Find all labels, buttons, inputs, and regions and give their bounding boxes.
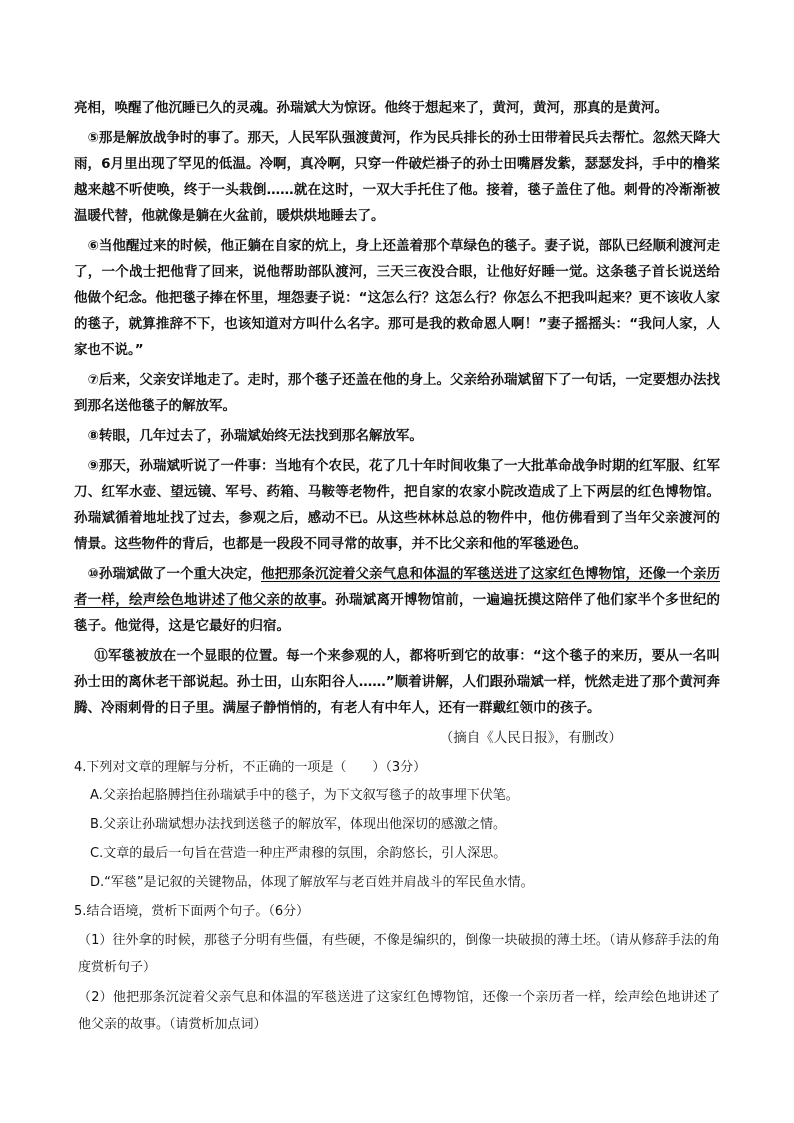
document-page <box>74 95 720 1041</box>
passage-paragraph-7: ⑦后来，父亲安详地走了。走时，那个毯子还盖在他的身上。父亲给孙瑞斌留下了一句话，一定要想办法找到那名送他毯子的解放军。 <box>74 372 720 414</box>
question-5-sentence-1: （1）往外拿的时候，那毯子分明有些僵，有些硬，不像是编织的，倒像一块破损的薄土坯。（请从修辞手法的角度赏析句子） <box>78 933 720 975</box>
paragraph-10-rest: 。孙瑞斌离开博物馆前，一遍遍抚摸这陪伴了他们家半个多世纪的毯子。他觉得，这是它最好的归宿。 <box>74 592 720 634</box>
question-4-option-c: C.文章的最后一句旨在营造一种庄严肃穆的氛围，余韵悠长，引人深思。 <box>90 846 507 861</box>
question-4-option-d: D.“军毯”是记叙的关键物品，体现了解放军与老百姓并肩战斗的军民鱼水情。 <box>90 875 534 890</box>
question-5-sentence-2: （2）他把那条沉淀着父亲气息和体温的军毯送进了这家红色博物馆，还像一个亲历者一样，绘声绘色地讲述了他父亲的故事。（请赏析加点词） <box>78 990 720 1032</box>
question-4-option-b: B.父亲让孙瑞斌想办法找到送毯子的解放军，体现出他深切的感激之情。 <box>90 817 507 832</box>
passage-paragraph-6: ⑥当他醒过来的时候，他正躺在自家的炕上，身上还盖着那个草绿色的毯子。妻子说，部队已经顺利渡河走了，一个战士把他背了回来，说他帮助部队渡河，三天三夜没合眼，让他好好睡一觉。这条毯子首长说送给他做个纪念。他把毯子捧在怀里，埋怨妻子说：“这怎么行？这怎么行？你怎么不把我叫起来？更不该收人家的毯子，就算推辞不下，也该知道对方叫什么名字。那可是我的救命恩人啊！”妻子摇摇头：“我问人家，人家也不说。” <box>74 238 720 358</box>
question-5-stem: 5.结合语境，赏析下面两个句子。（6分） <box>74 904 310 919</box>
source-citation: （摘自《人民日报》，有删改） <box>439 730 622 746</box>
passage-paragraph-11: ⑪军毯被放在一个显眼的位置。每一个来参观的人，都将听到它的故事：“这个毯子的来历，要从一名叫孙士田的离休老干部说起。孙士田，山东阳谷人……”顺着讲解，人们跟孙瑞斌一样，恍然走进了那个黄河奔腾、冷雨刺骨的日子里。满屋子静悄悄的，有老人有中年人，还有一群戴红领巾的孩子。 <box>74 648 720 716</box>
question-4-stem: 4.下列对文章的理解与分析，不正确的一项是（ ）（3分） <box>74 760 427 775</box>
passage-paragraph-5: ⑤那是解放战争时的事了。那天，人民军队强渡黄河，作为民兵排长的孙士田带着民兵去帮忙。忽然天降大雨，6月里出现了罕见的低温。冷啊，真冷啊，只穿一件破烂褂子的孙士田嘴唇发紫，瑟瑟发抖，手中的橹桨越来越不听使唤，终于一头栽倒……就在这时，一双大手托住了他。接着，毯子盖住了他。刺骨的冷渐渐被温暖代替，他就像是躺在火盆前，暖烘烘地睡去了。 <box>74 130 720 224</box>
question-4-option-a: A.父亲抬起胳膊挡住孙瑞斌手中的毯子，为下文叙写毯子的故事埋下伏笔。 <box>90 788 519 803</box>
passage-paragraph-10 <box>74 561 720 639</box>
underlined-sentence: 他把那条沉淀着父亲气息和体温的军毯送进了这家红色博物馆，还像一个亲历者一样，绘声绘色地讲述了他父亲的故事 <box>74 566 720 608</box>
passage-paragraph-8: ⑧转眼，几年过去了，孙瑞斌始终无法找到那名解放军。 <box>87 428 423 444</box>
passage-paragraph-continued: 亮相，唤醒了他沉睡已久的灵魂。孙瑞斌大为惊讶。他终于想起来了，黄河，黄河，那真的是黄河。 <box>74 100 668 116</box>
passage-paragraph-9: ⑨那天，孙瑞斌听说了一件事：当地有个农民，花了几十年时间收集了一大批革命战争时期的红军服、红军刀、红军水壶、望远镜、军号、药箱、马鞍等老物件，把自家的农家小院改造成了上下两层的红色博物馆。孙瑞斌循着地址找了过去，参观之后，感动不已。从这些林林总总的物件中，他仿佛看到了当年父亲渡河的情景。这些物件的背后，也都是一段段不同寻常的故事，并不比父亲和他的军毯逊色。 <box>74 458 720 552</box>
paragraph-10-lead: ⑩孙瑞斌做了一个重大决定， <box>87 566 261 582</box>
